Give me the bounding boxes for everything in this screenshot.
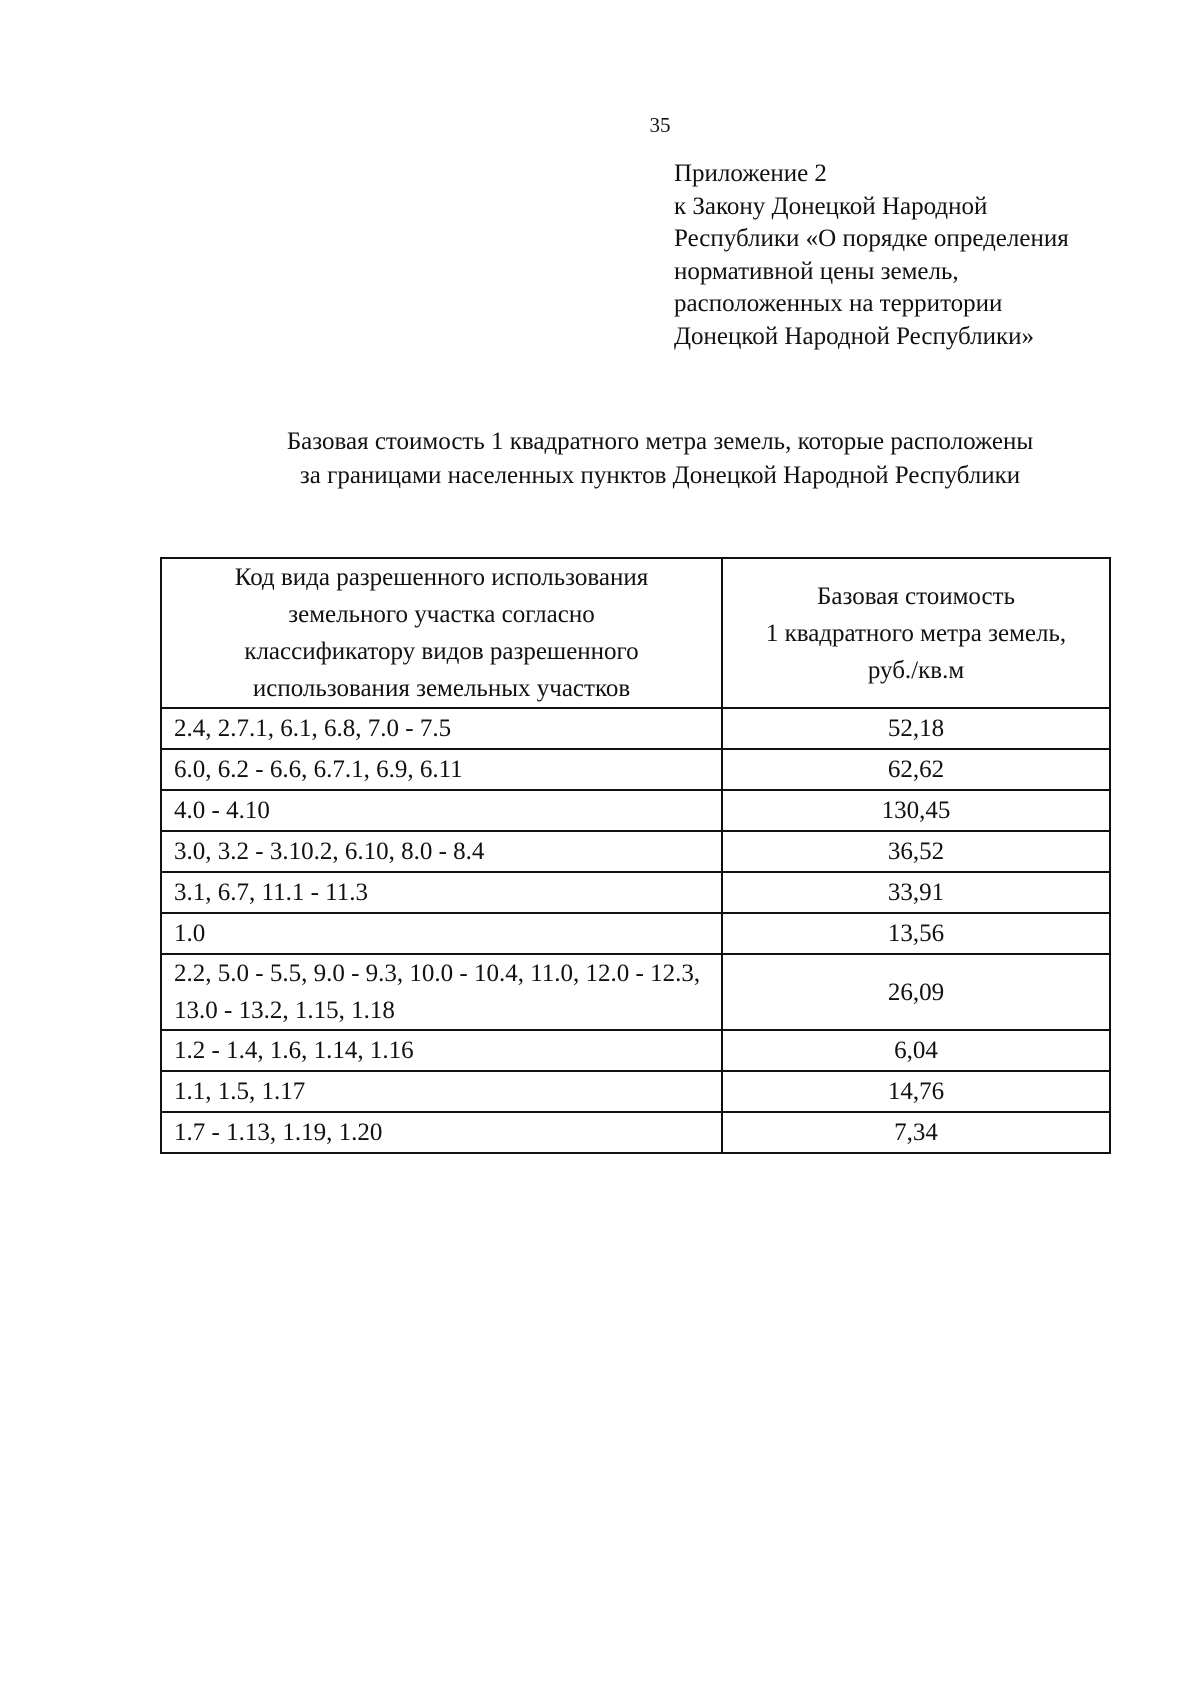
- base-price-cell: 36,52: [722, 831, 1110, 872]
- table-row: [161, 1112, 1110, 1153]
- header-line: руб./кв.м: [867, 656, 965, 684]
- land-use-code-cell: 1.1, 1.5, 1.17: [161, 1071, 722, 1112]
- land-use-code-cell: 2.4, 2.7.1, 6.1, 6.8, 7.0 - 7.5: [161, 708, 722, 749]
- appendix-line: Приложение 2: [674, 160, 827, 187]
- table-row: [161, 913, 1110, 954]
- table-row: [161, 1071, 1110, 1112]
- document-title: [150, 425, 1170, 493]
- header-base-price: [722, 558, 1110, 708]
- header-line: земельного участка согласно: [288, 601, 595, 628]
- land-use-code-cell: 3.0, 3.2 - 3.10.2, 6.10, 8.0 - 8.4: [161, 831, 722, 872]
- land-use-code-cell: 4.0 - 4.10: [161, 790, 722, 831]
- title-line: за границами населенных пунктов Донецкой Народной Республики: [299, 462, 1021, 489]
- header-land-use-code: [161, 558, 722, 708]
- land-use-code-cell: 6.0, 6.2 - 6.6, 6.7.1, 6.9, 6.11: [161, 749, 722, 790]
- land-use-code-cell: 1.2 - 1.4, 1.6, 1.14, 1.16: [161, 1030, 722, 1071]
- land-use-code-cell: 3.1, 6.7, 11.1 - 11.3: [161, 872, 722, 913]
- header-line: классификатору видов разрешенного: [244, 638, 639, 665]
- base-price-table: [160, 557, 1111, 1154]
- land-use-code-cell: 2.2, 5.0 - 5.5, 9.0 - 9.3, 10.0 - 10.4, 11.0, 12.0 - 12.3, 13.0 - 13.2, 1.15, 1.18: [161, 954, 722, 1030]
- table-row: [161, 1030, 1110, 1071]
- appendix-line: к Закону Донецкой Народной: [674, 192, 988, 220]
- appendix-line: расположенных на территории: [674, 290, 1003, 317]
- table-row: [161, 708, 1110, 749]
- base-price-cell: 130,45: [722, 790, 1110, 831]
- land-use-code-cell: 1.7 - 1.13, 1.19, 1.20: [161, 1112, 722, 1153]
- table-row: [161, 954, 1110, 1030]
- header-line: Базовая стоимость: [817, 582, 1015, 610]
- base-price-cell: 62,62: [722, 749, 1110, 790]
- base-price-cell: 7,34: [722, 1112, 1110, 1153]
- header-line: использования земельных участков: [252, 675, 631, 702]
- page-number: 35: [649, 113, 671, 137]
- appendix-line: Донецкой Народной Республики»: [674, 322, 1034, 350]
- header-line: Код вида разрешенного использования: [234, 564, 649, 591]
- table-row: [161, 790, 1110, 831]
- title-line: Базовая стоимость 1 квадратного метра земель, которые расположены: [286, 428, 1034, 455]
- base-price-cell: 26,09: [722, 954, 1110, 1030]
- base-price-cell: 33,91: [722, 872, 1110, 913]
- appendix-line: Республики «О порядке определения: [674, 225, 1069, 252]
- appendix-note: [674, 158, 1154, 353]
- header-line: 1 квадратного метра земель,: [765, 619, 1067, 647]
- base-price-cell: 6,04: [722, 1030, 1110, 1071]
- table-row: [161, 749, 1110, 790]
- table-header-row: [161, 558, 1110, 708]
- base-price-cell: 52,18: [722, 708, 1110, 749]
- table-row: [161, 831, 1110, 872]
- base-price-cell: 14,76: [722, 1071, 1110, 1112]
- table-row: [161, 872, 1110, 913]
- base-price-cell: 13,56: [722, 913, 1110, 954]
- land-use-code-cell: 1.0: [161, 913, 722, 954]
- appendix-line: нормативной цены земель,: [674, 257, 959, 285]
